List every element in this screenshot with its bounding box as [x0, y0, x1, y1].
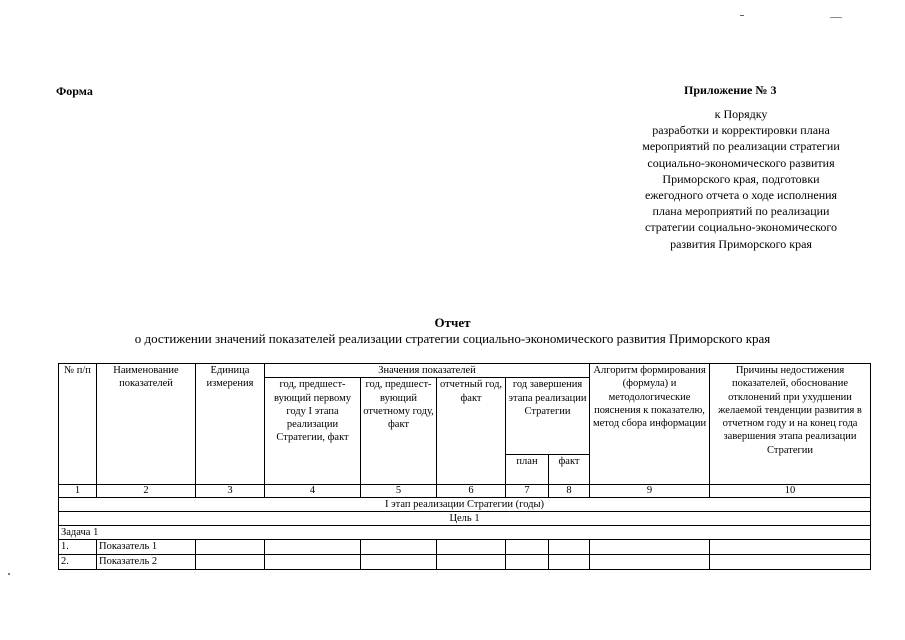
appendix-text: [610, 106, 872, 252]
empty-cell: [549, 540, 590, 555]
row-name: Показатель 2: [97, 555, 196, 570]
empty-cell: [265, 540, 361, 555]
scan-speck: [830, 17, 842, 18]
scan-speck: [740, 15, 744, 16]
report-title: Отчет: [434, 315, 471, 330]
column-number: 4: [265, 485, 361, 498]
goal-row: [59, 512, 871, 526]
empty-cell: [506, 555, 549, 570]
appendix-line: ежегодного отчета о ходе исполнения: [644, 188, 838, 203]
empty-cell: [590, 555, 710, 570]
empty-cell: [265, 555, 361, 570]
appendix-line: мероприятий по реализации стратегии: [642, 139, 840, 154]
report-table: [58, 363, 871, 570]
empty-cell: [196, 540, 265, 555]
row-number: 1.: [59, 540, 97, 555]
empty-cell: [196, 555, 265, 570]
stage-cell: I этап реализации Стратегии (годы): [59, 498, 871, 512]
column-number: 2: [97, 485, 196, 498]
col-values-group-header: Значения показателей: [265, 364, 590, 378]
empty-cell: [590, 540, 710, 555]
empty-cell: [549, 555, 590, 570]
col-algorithm-header: Алгоритм формирования (формула) и методологические пояснения к показателю, метод сбора информации: [590, 364, 710, 485]
column-number: 9: [590, 485, 710, 498]
col-fact-header: факт: [549, 455, 590, 485]
task-cell: Задача 1: [59, 526, 871, 540]
column-number: 10: [710, 485, 871, 498]
appendix-line: Приморского края, подготовки: [662, 171, 820, 186]
appendix-line: разработки и корректировки плана: [652, 123, 830, 138]
col-prev-first-year-header: год, предшест-вующий первому году I этапа реализации Стратегии, факт: [265, 378, 361, 485]
report-subtitle: о достижении значений показателей реализации стратегии социально-экономического развития Приморского края: [134, 331, 771, 346]
appendix-line: к Порядку: [714, 107, 768, 121]
appendix-line: социально-экономического развития: [647, 155, 835, 170]
col-plan-header: план: [506, 455, 549, 485]
table-row: [59, 555, 871, 570]
col-number-header: № п/п: [59, 364, 97, 485]
appendix-line: стратегии социально-экономического: [645, 220, 837, 235]
row-number: 2.: [59, 555, 97, 570]
task-row: [59, 526, 871, 540]
empty-cell: [361, 540, 437, 555]
col-unit-header: Единица измерения: [196, 364, 265, 485]
row-name: Показатель 1: [97, 540, 196, 555]
table-row: [59, 540, 871, 555]
column-number: 8: [549, 485, 590, 498]
column-number: 1: [59, 485, 97, 498]
column-number: 3: [196, 485, 265, 498]
header-row: [59, 364, 871, 378]
form-label: Форма: [56, 84, 93, 98]
empty-cell: [506, 540, 549, 555]
col-prev-report-year-header: год, предшест-вующий отчетному году, факт: [361, 378, 437, 485]
column-number: 7: [506, 485, 549, 498]
column-number: 5: [361, 485, 437, 498]
empty-cell: [437, 555, 506, 570]
appendix-line: плана мероприятий по реализации: [652, 204, 830, 219]
col-report-year-header: отчетный год, факт: [437, 378, 506, 485]
appendix-title: Приложение № 3: [684, 83, 777, 97]
appendix-line: развития Приморского края: [670, 236, 812, 251]
col-stage-end-year-header: год завершения этапа реализации Стратегии: [506, 378, 590, 455]
col-name-header: Наименование показателей: [97, 364, 196, 485]
goal-cell: Цель 1: [59, 512, 871, 526]
empty-cell: [437, 540, 506, 555]
col-reasons-header: Причины недостижения показателей, обоснование отклонений при ухудшении желаемой тенденции развития в отчетном году и на конец года завершения этапа реализации Стратегии: [710, 364, 871, 485]
empty-cell: [710, 555, 871, 570]
scan-speck: [8, 573, 10, 575]
column-number: 6: [437, 485, 506, 498]
empty-cell: [710, 540, 871, 555]
empty-cell: [361, 555, 437, 570]
column-numbers-row: [59, 485, 871, 498]
stage-row: [59, 498, 871, 512]
